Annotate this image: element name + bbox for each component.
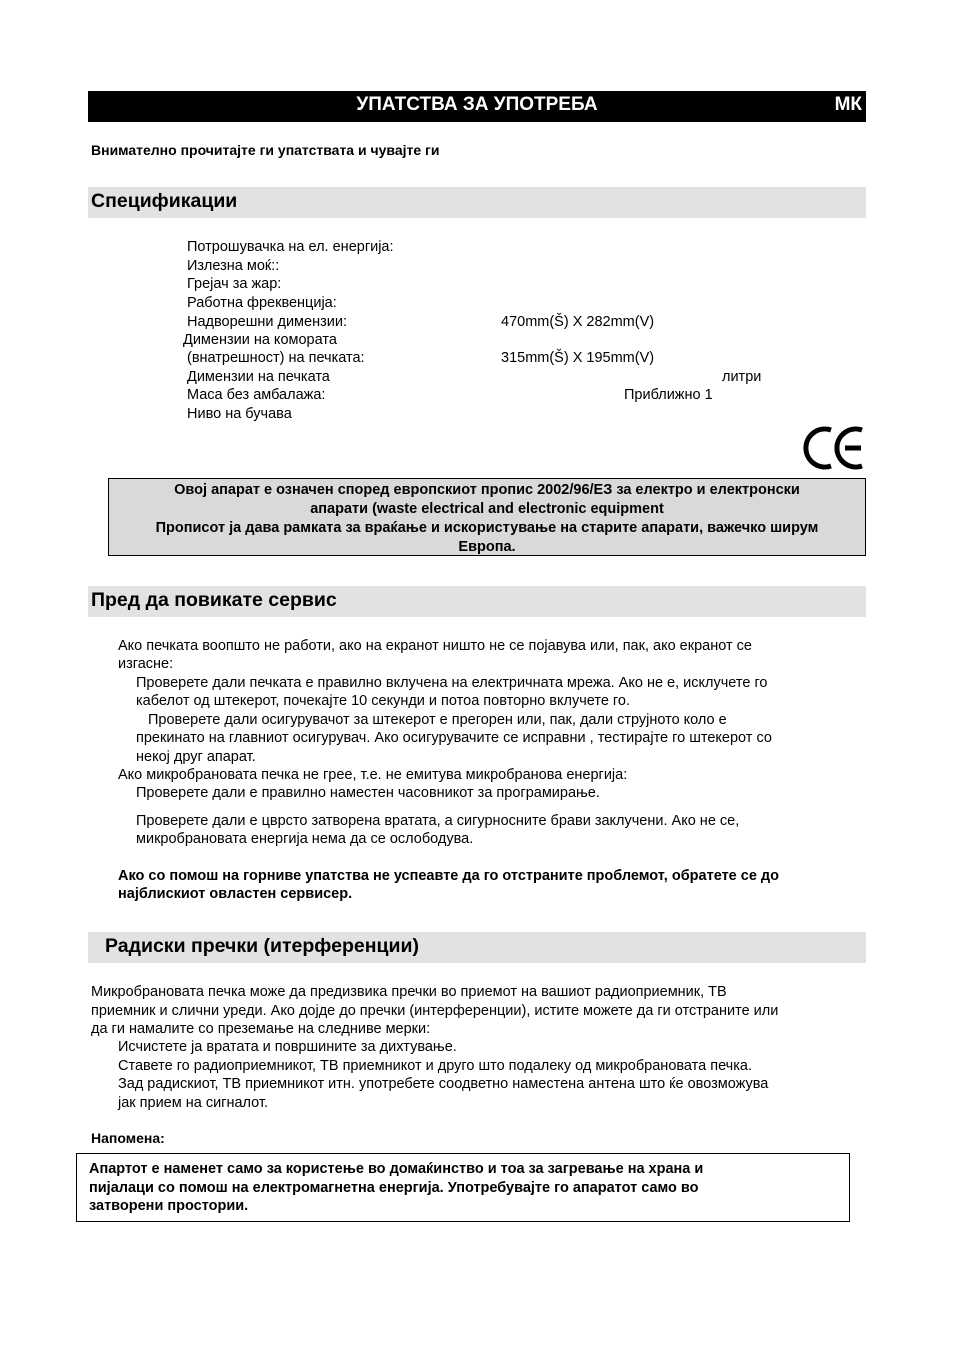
interference-line: Зад радискиот, ТВ приемникот итн. употребете соодветно наместена антена што ќе овозможува — [118, 1076, 769, 1092]
spec-label: (внатрешност) на печката: — [187, 350, 365, 366]
spec-label: Грејач за жар: — [187, 276, 282, 292]
service-line: некој друг апарат. — [136, 749, 256, 765]
service-line: Проверете дали осигурувачот за штекерот е прегорен или, пак, дали струјното коло е — [148, 712, 727, 728]
weee-line: Прописот ја дава рамката за враќање и искористување на старите апарати, важечко ширум — [155, 520, 819, 536]
service-line: микробрановата енергија нема да се ослободува. — [136, 831, 474, 847]
interference-line: Микробрановата печка може да предизвика пречки во приемот на вашиот радиоприемник, ТВ — [91, 984, 727, 1000]
spec-value-liters: литри — [722, 369, 762, 385]
weee-line: Европа. — [458, 539, 516, 555]
spec-label: Димензии на печката — [187, 369, 330, 385]
section-service-heading — [88, 586, 866, 617]
service-line: Ако печката воопшто не работи, ако на екранот ништо не се појавува или, пак, ако екранот се — [118, 638, 752, 654]
weee-line: Овој апарат е означен според европскиот пропис 2002/96/ЕЗ за електро и електронски — [174, 482, 800, 498]
interference-line: Исчистете ја вратата и површините за дихтување. — [118, 1039, 457, 1055]
page-header-bar — [88, 91, 866, 122]
interference-line: приемник и слични уреди. Ако дојде до пречки (интерференции), истите можете да ги отстраните или — [91, 1003, 779, 1019]
section-specs-title: Спецификации — [91, 190, 238, 212]
note-line: затворени простории. — [89, 1198, 249, 1214]
section-service-title: Пред да повикате сервис — [91, 589, 337, 611]
language-code: МК — [834, 94, 862, 115]
note-line: пијалаци со помош на електромагнетна енергија. Употребувајте го апаратот само во — [89, 1179, 699, 1196]
weee-line: апарати (waste electrical and electronic equipment — [310, 501, 664, 517]
service-line: кабелот од штекерот, почекајте 10 секунди и потоа повторно вклучете го. — [136, 693, 630, 709]
section-interference-heading — [88, 932, 866, 963]
service-contact-line: Ако со помош на горниве упатства не успеавте да го отстраните проблемот, обратете се до — [118, 868, 779, 884]
interference-line: Ставете го радиоприемникот, ТВ приемникот и друго што подалеку од микробрановата печка. — [118, 1058, 752, 1074]
note-line: Апартот е наменет само за користење во домаќинство и тоа за загревање на храна и — [89, 1161, 704, 1177]
spec-label: Ниво на бучава — [187, 406, 292, 422]
service-line: Проверете дали печката е правилно вклучена на електричната мрежа. Ако не е, исклучете го — [136, 675, 768, 691]
spec-value-outer-dimensions: 470mm(Š) X 282mm(V) — [501, 314, 655, 330]
spec-label: Димензии на комората — [183, 332, 337, 348]
service-line: Проверете дали е правилно наместен часовникот за програмирање. — [136, 785, 600, 801]
spec-label: Работна фреквенција: — [187, 295, 337, 311]
service-contact-line: најблискиот овластен сервисер. — [118, 886, 353, 902]
spec-label: Надворешни димензии: — [187, 314, 347, 330]
spec-label: Излезна моќ:: — [187, 258, 280, 274]
service-line: Проверете дали е цврсто затворена вратата, а сигурносните брави заклучени. Ако не се, — [136, 813, 740, 829]
spec-label: Маса без амбалажа: — [187, 387, 326, 403]
spec-value-weight: Приближно 1 — [624, 387, 713, 403]
ce-mark-icon — [803, 425, 865, 471]
service-line: прекинато на главниот осигурувач. Ако осигурувачите се исправни , тестирајте го штекерот со — [136, 730, 772, 746]
note-box — [76, 1153, 850, 1222]
section-specs-heading — [88, 187, 866, 218]
intro-text: Внимателно прочитајте ги упатствата и чувајте ги — [91, 142, 440, 158]
service-line: изгасне: — [118, 656, 174, 672]
interference-line: јак прием на сигналот. — [118, 1095, 268, 1111]
interference-line: да ги намалите со преземање на следниве мерки: — [91, 1021, 431, 1037]
spec-value-inner-dimensions: 315mm(Š) X 195mm(V) — [501, 350, 655, 366]
spec-label: Потрошувачка на ел. енергија: — [187, 239, 394, 255]
note-label: Напомена: — [91, 1130, 165, 1146]
section-interference-title: Радиски пречки (итерференции) — [105, 935, 419, 957]
service-line: Ако микробрановата печка не грее, т.е. не емитува микробранова енергија: — [118, 767, 628, 783]
page-title: УПАТСТВА ЗА УПОТРЕБА — [356, 94, 598, 115]
weee-notice-box — [108, 478, 866, 556]
